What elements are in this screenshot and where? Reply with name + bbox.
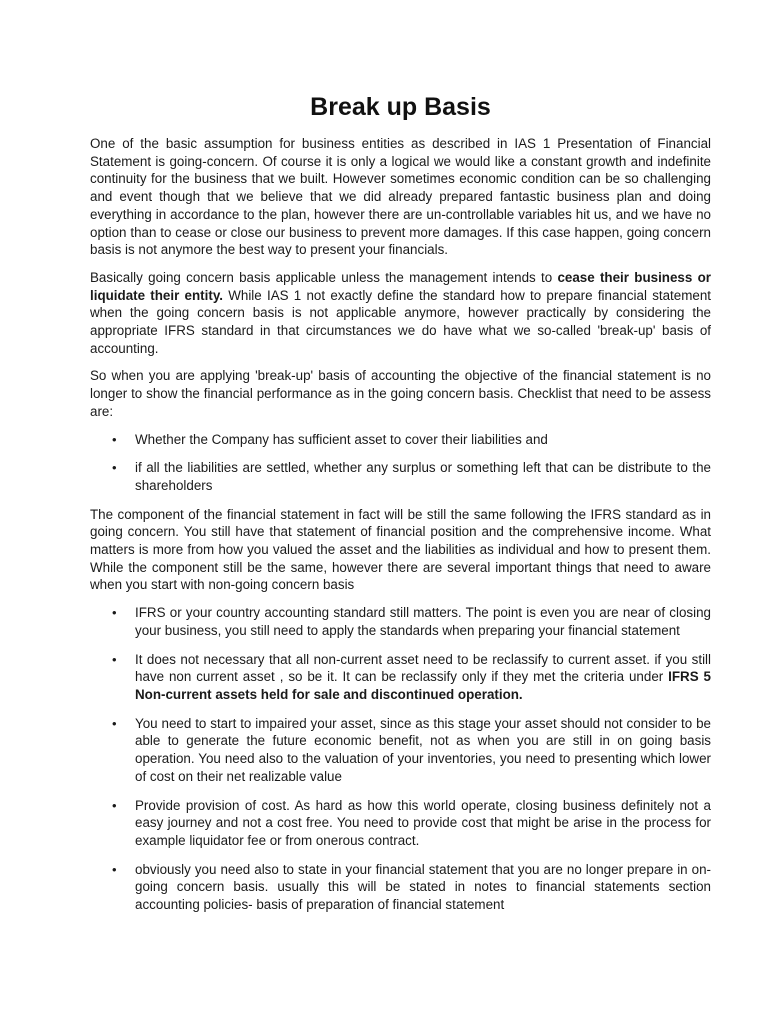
list-item-text: obviously you need also to state in your financial statement that you are no longer prepare in on-going concern basis. usually this will be stated in notes to financial statements section accounting policies- basis of preparation of financial statement [135, 861, 711, 913]
checklist [90, 431, 711, 495]
list-item-text: if all the liabilities are settled, whether any surplus or something left that can be distribute to the shareholders [135, 460, 711, 493]
list-item-text: IFRS or your country accounting standard still matters. The point is even you are near of closing your business, you still need to apply the standards when preparing your financial statement [135, 605, 711, 638]
important-things-list [90, 604, 711, 914]
bullet-icon: • [112, 861, 117, 877]
paragraph-components: The component of the financial statement in fact will be still the same following the IFRS standard as in going concern. You still have that statement of financial position and the comprehensive income. What matters is more from how you valued the asset and the liabilities as individual and how to present them. While the component still be the same, however there are several important things that need to aware when you start with non-going concern basis [90, 506, 711, 593]
list-item-text: It does not necessary that all non-current asset need to be reclassify to current asset. if you still have non current asset , so be it. It can be reclassify only if they met the criteria under [135, 651, 711, 685]
bullet-icon: • [112, 431, 117, 447]
list-item [90, 604, 711, 639]
document-page [90, 92, 711, 925]
list-item [90, 797, 711, 850]
paragraph-going-concern-text-a: Basically going concern basis applicable unless the management intends to [90, 269, 558, 285]
list-item [90, 459, 711, 494]
bullet-icon: • [112, 605, 117, 621]
bullet-icon: • [112, 715, 117, 731]
list-item [90, 861, 711, 914]
list-item [90, 431, 711, 449]
paragraph-going-concern-text-b: While IAS 1 not exactly define the standard how to prepare financial statement when the going concern basis is not applicable anymore, however practically by considering the appropriate IFRS standard in that circumstances we do have what we so-called 'break-up' basis of accounting. [90, 287, 711, 356]
document-title: Break up Basis [310, 93, 491, 121]
list-item-text: You need to start to impaired your asset, since as this stage your asset should not consider to be able to generate the future economic benefit, not as when you are still in on going basis operation. You need also to the valuation of your inventories, you need to presenting which lower of cost on their net realizable value [135, 715, 711, 784]
list-item-text: Whether the Company has sufficient asset to cover their liabilities and [135, 431, 548, 447]
paragraph-going-concern [90, 269, 711, 358]
paragraph-going-concern-bold: cease their business or liquidate their entity. [90, 269, 711, 303]
list-item [90, 651, 711, 704]
bullet-icon: • [112, 460, 117, 476]
bullet-icon: • [112, 797, 117, 813]
paragraph-breakup-objective: So when you are applying 'break-up' basis of accounting the objective of the financial statement is no longer to show the financial performance as in the going concern basis. Checklist that need to be assess are: [90, 368, 711, 419]
list-item-bold-text: IFRS 5 Non-current assets held for sale and discontinued operation. [135, 669, 711, 702]
bullet-icon: • [112, 651, 117, 667]
list-item [90, 715, 711, 786]
paragraph-intro: One of the basic assumption for business entities as described in IAS 1 Presentation of Financial Statement is going-concern. Of course it is only a logical we would like a constant growth and indefinite continuity for the business that we built. However sometimes economic condition can be so challenging and event though that we believe that we did already prepared fantastic business plan and doing everything in accordance to the plan, however there are un-controllable variables hit us, and we have no option than to cease or close our business to prevent more damages. If this case happen, going concern basis is not anymore the best way to present your financials. [90, 136, 711, 258]
list-item-text: Provide provision of cost. As hard as how this world operate, closing business definitely not a easy journey and not a cost free. You need to provide cost that might be arise in the process for example liquidator fee or from onerous contract. [135, 797, 711, 848]
